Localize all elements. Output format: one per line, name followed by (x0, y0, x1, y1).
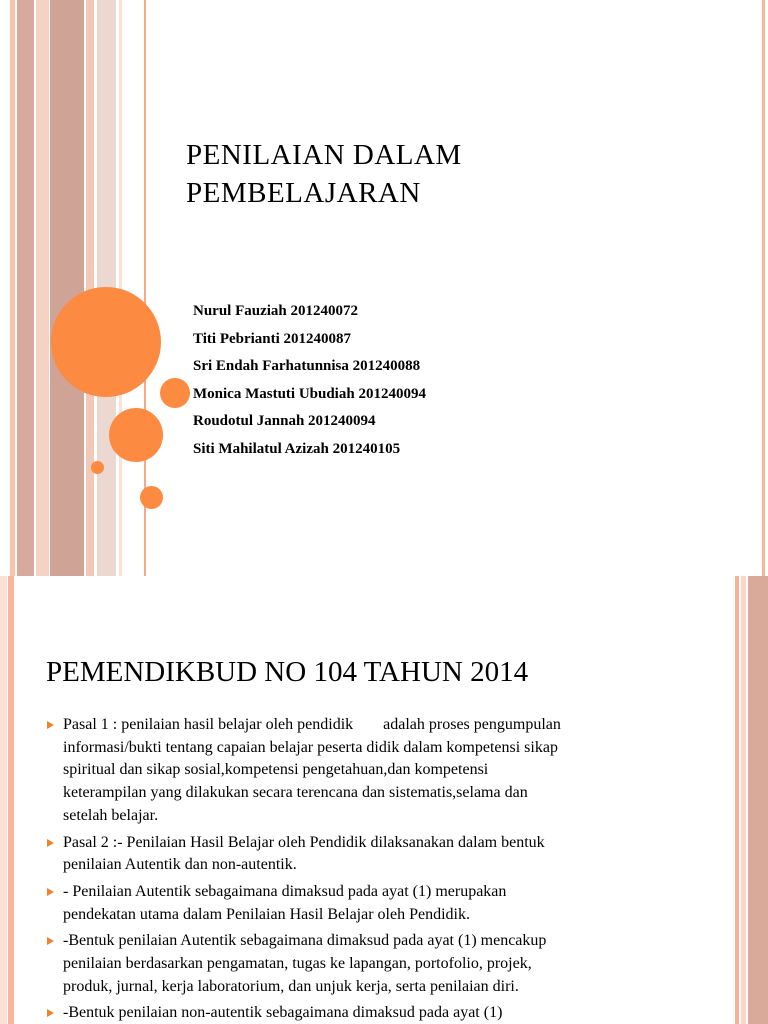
bullet-list (46, 714, 696, 1024)
bullet-line: setelah belajar. (63, 806, 159, 824)
author-item: Sri Endah Farhatunnisa 201240088 (193, 358, 421, 375)
bullet-item (46, 714, 696, 828)
bullet-line: Pasal 2 :- Penilaian Hasil Belajar oleh Pendidik dilaksanakan dalam bentuk (63, 833, 545, 851)
bullet-line: keterampilan yang dilakukan secara terencana dan sistematis,selama dan (63, 784, 528, 802)
bullet-line: -Bentuk penilaian non-autentik sebagaimana dimaksud pada ayat (1) (63, 1004, 503, 1022)
decor-stripe (748, 576, 768, 1024)
slide-title (186, 136, 706, 212)
decor-circle (109, 408, 163, 462)
decor-stripe (36, 0, 49, 576)
decor-circle (51, 287, 161, 397)
title-line: PENILAIAN DALAM (186, 139, 462, 171)
bullet-item (46, 881, 696, 926)
author-item: Monica Mastuti Ubudiah 201240094 (193, 385, 426, 402)
bullet-arrow-icon (47, 839, 54, 847)
decor-circle (140, 486, 163, 509)
bullet-line: penilaian Autentik dan non-autentik. (63, 856, 297, 874)
decor-stripe (741, 576, 746, 1024)
bullet-arrow-icon (47, 937, 54, 945)
author-item: Siti Mahilatul Azizah 201240105 (193, 440, 401, 457)
slide-title: PEMENDIKBUD NO 104 TAHUN 2014 (46, 656, 529, 688)
bullet-line: -Bentuk penilaian Autentik sebagaimana dimaksud pada ayat (1) mencakup (63, 932, 547, 950)
bullet-arrow-icon (47, 721, 54, 729)
bullet-line: pendekatan utama dalam Penilaian Hasil Belajar oleh Pendidik. (63, 905, 470, 923)
bullet-line: Pasal 1 : penilaian hasil belajar oleh pendidik adalah proses pengumpulan (63, 716, 561, 733)
bullet-item (46, 930, 696, 998)
decor-stripe (17, 0, 34, 576)
bullet-line: informasi/bukti tentang capaian belajar peserta didik dalam kompetensi sikap (63, 738, 558, 756)
decor-circle (160, 378, 190, 408)
decor-stripe (10, 0, 15, 576)
decor-stripe (0, 576, 7, 1024)
bullet-line: produk, jurnal, kerja laboratorium, dan unjuk kerja, serta penilaian diri. (63, 977, 519, 995)
decor-stripe (762, 0, 765, 576)
decor-stripe (8, 576, 14, 1024)
author-item: Roudotul Jannah 201240094 (193, 413, 376, 430)
author-list (193, 298, 426, 464)
decor-stripe (735, 576, 739, 1024)
bullet-item (46, 1002, 696, 1024)
bullet-arrow-icon (47, 888, 54, 896)
bullet-line: penilaian berdasarkan pengamatan, tugas ke lapangan, portofolio, projek, (63, 955, 532, 973)
bullet-item (46, 832, 696, 877)
bullet-line: - Penilaian Autentik sebagaimana dimaksud pada ayat (1) merupakan (63, 882, 507, 900)
author-item: Nurul Fauziah 201240072 (193, 303, 359, 319)
decor-stripe (50, 0, 84, 576)
decor-circle (91, 461, 104, 474)
bullet-arrow-icon (47, 1009, 54, 1017)
content-slide (0, 576, 768, 1024)
bullet-line: spiritual dan sikap sosial,kompetensi pengetahuan,dan kompetensi (63, 761, 489, 779)
title-line: PEMBELAJARAN (186, 177, 421, 209)
author-item: Titi Pebrianti 201240087 (193, 330, 352, 347)
